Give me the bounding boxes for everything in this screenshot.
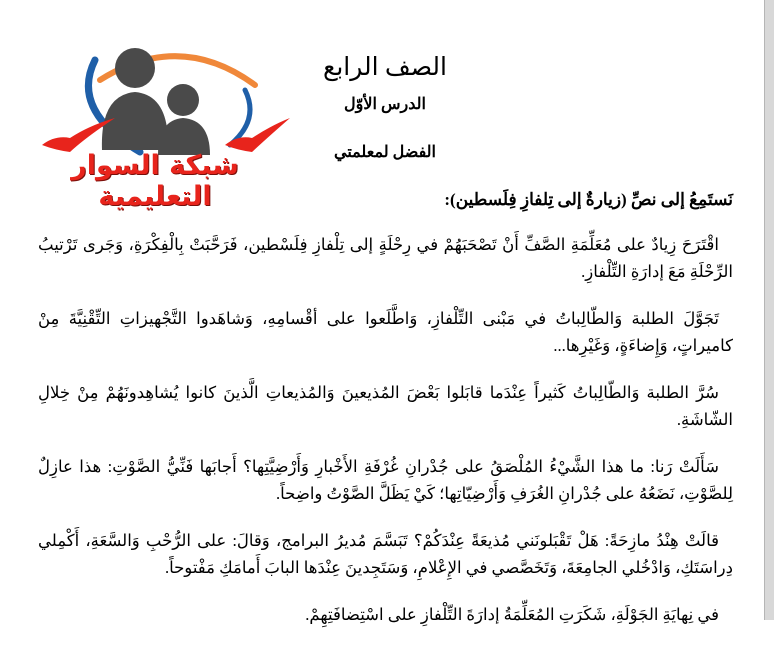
credit-line: الفضل لمعلمتي [334, 144, 436, 161]
grade-title: الصف الرابع [323, 54, 447, 81]
section-heading: نَستَمِعُ إلى نصِّ (زيارةٌ إلى تِلفازِ فِلَسطين): [444, 190, 733, 209]
paragraph-4: سَأَلَتْ رَنا: ما هذا الشَّيْءُ المُلْصَقُ على جُدْرانِ غُرْفَةِ الأَخْبارِ وَأَرْضِيَّتِها؟ أَجابَها فَنِّيُّ الصَّوْتِ: هذا عازِلٌ لِلصَّوْتِ، نَضَعُهُ على جُدْرانِ الغُرَفِ وَأَرْضِيّاتِها؛ كَيْ يَظَلَّ الصَّوْتُ واضِحاً. [38, 457, 733, 503]
logo-text: شبكة السوار التعليمية [71, 150, 239, 212]
adult-body [102, 92, 168, 150]
paragraph-5: قالَتْ هِنْدُ مازِحَةً: هَلْ تَقْبَلونَني مُذيعَةً عِنْدَكُمْ؟ تَبَسَّمَ مُديرُ البرامج، وَقالَ: على الرُّحْبِ وَالسَّعَةِ، أَكْمِلي دِراسَتَكِ، وَادْخُلي الجامِعَةَ، وَتَخَصَّصي في الإِعْلامِ، وَسَتَجِدينَ عِنْدَها البابَ أَمامَكِ مَفْتوحاً. [38, 531, 733, 577]
lesson-title: الدرس الأوّل [344, 96, 426, 113]
paragraph-2: تَجَوَّلَ الطلبة وَالطّالِباتُ في مَبْنى التِّلْفازِ، وَاطَّلَعوا على أقْسامِهِ، وَشاهَدوا التَّجْهيزاتِ التِّقْنِيَّةَ مِنْ كاميراتٍ، وَإِضاءَةٍ، وَغَيْرِها... [38, 309, 733, 355]
paragraph-3: سُرَّ الطلبة وَالطّالِباتُ كَثيراً عِنْدَما قابَلوا بَعْضَ المُذيعينَ وَالمُذيعاتِ الَّذينَ كانوا يُشاهِدونَهُمْ مِنْ خِلالِ الشّاشَةِ. [38, 383, 733, 429]
blue-swoosh-right [230, 90, 250, 145]
paragraph-6: في نِهايَةِ الجَوْلَةِ، شَكَرَتِ المُعَلِّمَةُ إدارَةَ التِّلْفازِ على اسْتِضافَتِهِمْ. [305, 605, 719, 624]
window-scroll-edge[interactable] [764, 0, 774, 620]
paragraph-1: اقْتَرَحَ زِيادٌ على مُعَلِّمَةِ الصَّفِّ أَنْ تَصْحَبَهُمْ في رِحْلَةٍ إلى تِلْفازِ فِلَسْطين، فَرَحَّبَتْ بِالْفِكْرَةِ، وَجَرى تَرْتيبُ الرِّحْلَةِ مَعَ إدارَةِ التِّلْفازِ. [38, 235, 733, 281]
adult-head [115, 48, 155, 88]
child-head [167, 84, 199, 116]
document-body [38, 186, 733, 648]
red-swoosh-right [225, 118, 290, 152]
